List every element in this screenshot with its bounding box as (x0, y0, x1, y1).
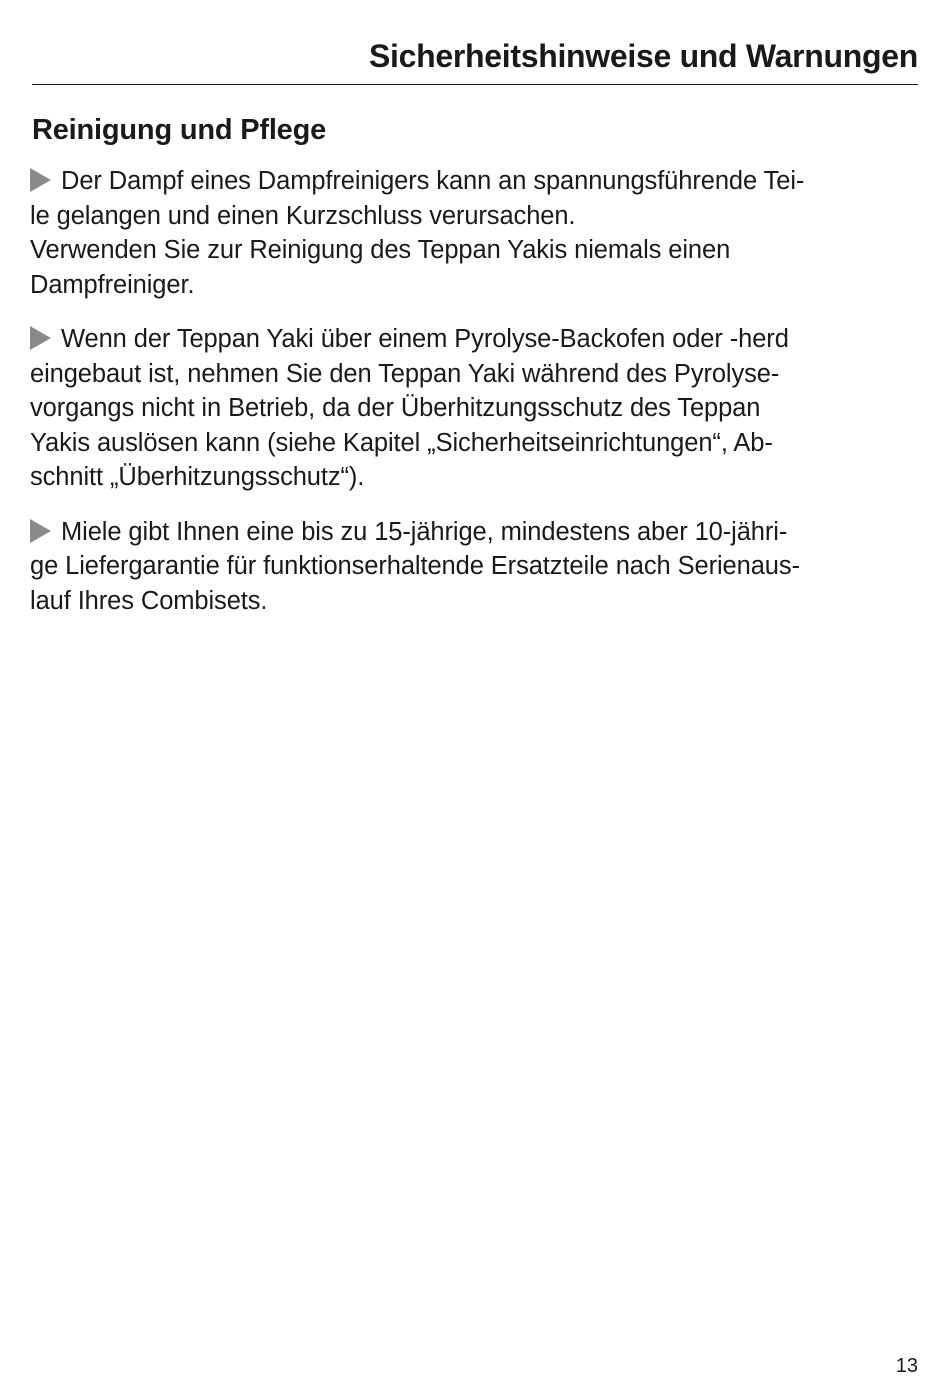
main-content (30, 110, 914, 638)
paragraph-line: Verwenden Sie zur Reinigung des Teppan Yakis niemals einen (30, 236, 731, 264)
warning-paragraph-steam-cleaner (30, 164, 914, 302)
section-title: Reinigung und Pflege (32, 114, 327, 146)
paragraph-line: vorgangs nicht in Betrieb, da der Überhitzungsschutz des Teppan (30, 394, 761, 422)
page-title: Sicherheitshinweise und Warnungen (369, 38, 918, 74)
paragraph-line: Der Dampf eines Dampfreinigers kann an spannungsführende Tei- (30, 164, 914, 199)
page-header (32, 36, 918, 85)
paragraph-line: ge Liefergarantie für funktionserhaltende Ersatzteile nach Serienaus- (30, 552, 800, 580)
paragraph-line: eingebaut ist, nehmen Sie den Teppan Yaki während des Pyrolyse- (30, 359, 780, 388)
paragraph-line: Yakis auslösen kann (siehe Kapitel „Sicherheitseinrichtungen“, Ab- (30, 428, 773, 457)
triangle-bullet-icon (30, 326, 51, 350)
paragraph-line: lauf Ihres Combisets. (30, 586, 268, 615)
warning-paragraph-spare-parts (30, 515, 914, 619)
paragraph-line: Dampfreiniger. (30, 270, 195, 299)
paragraph-line: Miele gibt Ihnen eine bis zu 15-jährige, mindestens aber 10-jähri- (30, 515, 914, 550)
paragraph-line: le gelangen und einen Kurzschluss verursachen. (30, 201, 576, 230)
triangle-bullet-icon (30, 519, 51, 543)
triangle-bullet-icon (30, 168, 51, 192)
page-number: 13 (895, 1355, 918, 1377)
warning-paragraph-pyrolysis (30, 322, 914, 495)
paragraph-line: schnitt „Überhitzungsschutz“). (30, 463, 365, 491)
paragraph-line: Wenn der Teppan Yaki über einem Pyrolyse-Backofen oder -herd (30, 322, 914, 357)
